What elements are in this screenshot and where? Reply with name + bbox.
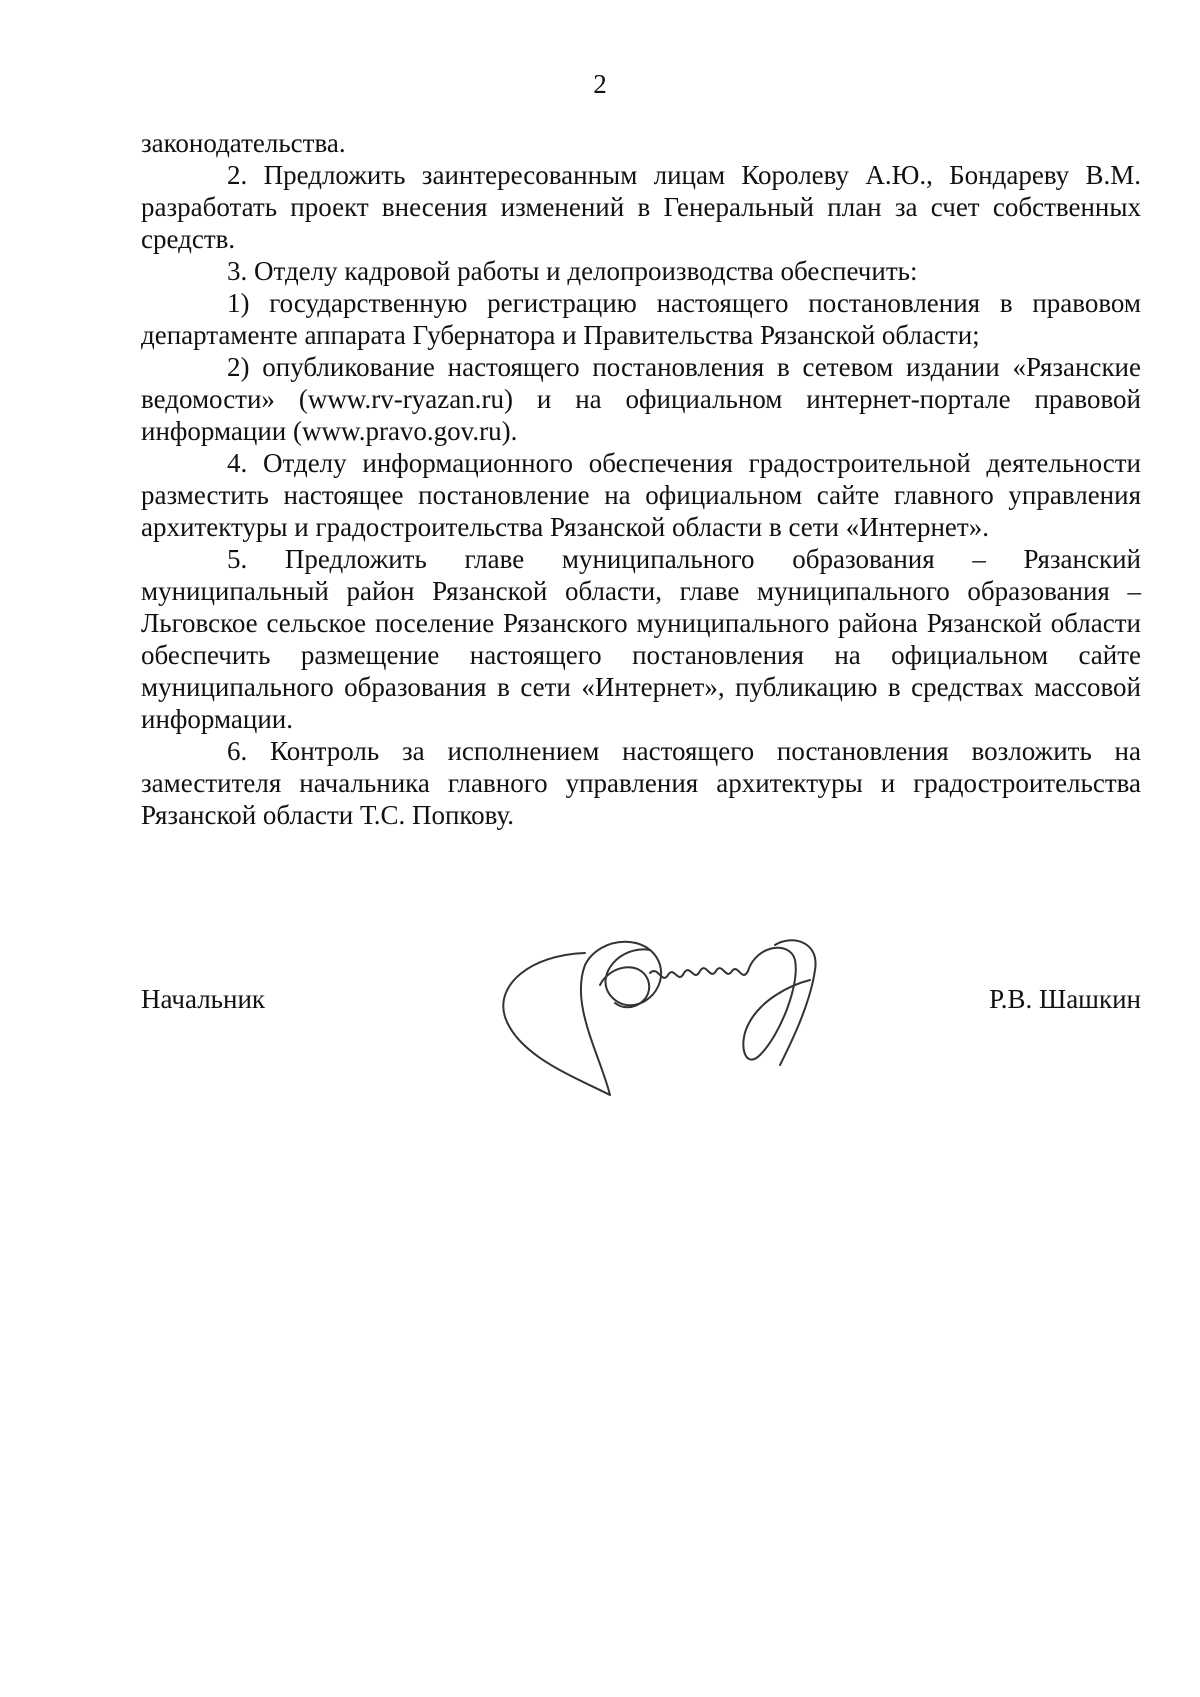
signer-name: Р.В. Шашкин: [989, 984, 1141, 1014]
paragraph-item-2: 2. Предложить заинтересованным лицам Королеву А.Ю., Бондареву В.М. разработать проект внесения изменений в Генеральный план за счет собственных средств.: [141, 160, 1141, 254]
paragraph-subitem-2: 2) опубликование настоящего постановления в сетевом издании «Рязанские ведомости» (www.rv-ryazan.ru) и на официальном интернет-портале правовой информации (www.pravo.gov.ru).: [141, 352, 1141, 446]
signer-position: Начальник: [141, 984, 266, 1014]
paragraph-item-6: 6. Контроль за исполнением настоящего постановления возложить на заместителя начальника главного управления архитектуры и градостроительства Рязанской области Т.С. Попкову.: [141, 736, 1141, 830]
page-number: 2: [593, 69, 607, 99]
paragraph-item-4: 4. Отделу информационного обеспечения градостроительной деятельности разместить настоящее постановление на официальном сайте главного управления архитектуры и градостроительства Рязанской области в сети «Интернет».: [141, 448, 1141, 542]
handwritten-signature: [490, 925, 870, 1100]
paragraph-item-5: 5. Предложить главе муниципального образования – Рязанский муниципальный район Рязанской области, главе муниципального образования – Льговское сельское поселение Рязанского муниципального района Рязанской области обеспечить размещение настоящего постановления на официальном сайте муниципального образования в сети «Интернет», публикацию в средствах массовой информации.: [141, 544, 1141, 734]
document-body: [141, 127, 1141, 831]
paragraph-item-3: 3. Отделу кадровой работы и делопроизводства обеспечить:: [227, 256, 918, 286]
paragraph-subitem-1: 1) государственную регистрацию настоящего постановления в правовом департаменте аппарата Губернатора и Правительства Рязанской области;: [141, 288, 1141, 350]
paragraph-continuation: законодательства.: [141, 128, 346, 158]
